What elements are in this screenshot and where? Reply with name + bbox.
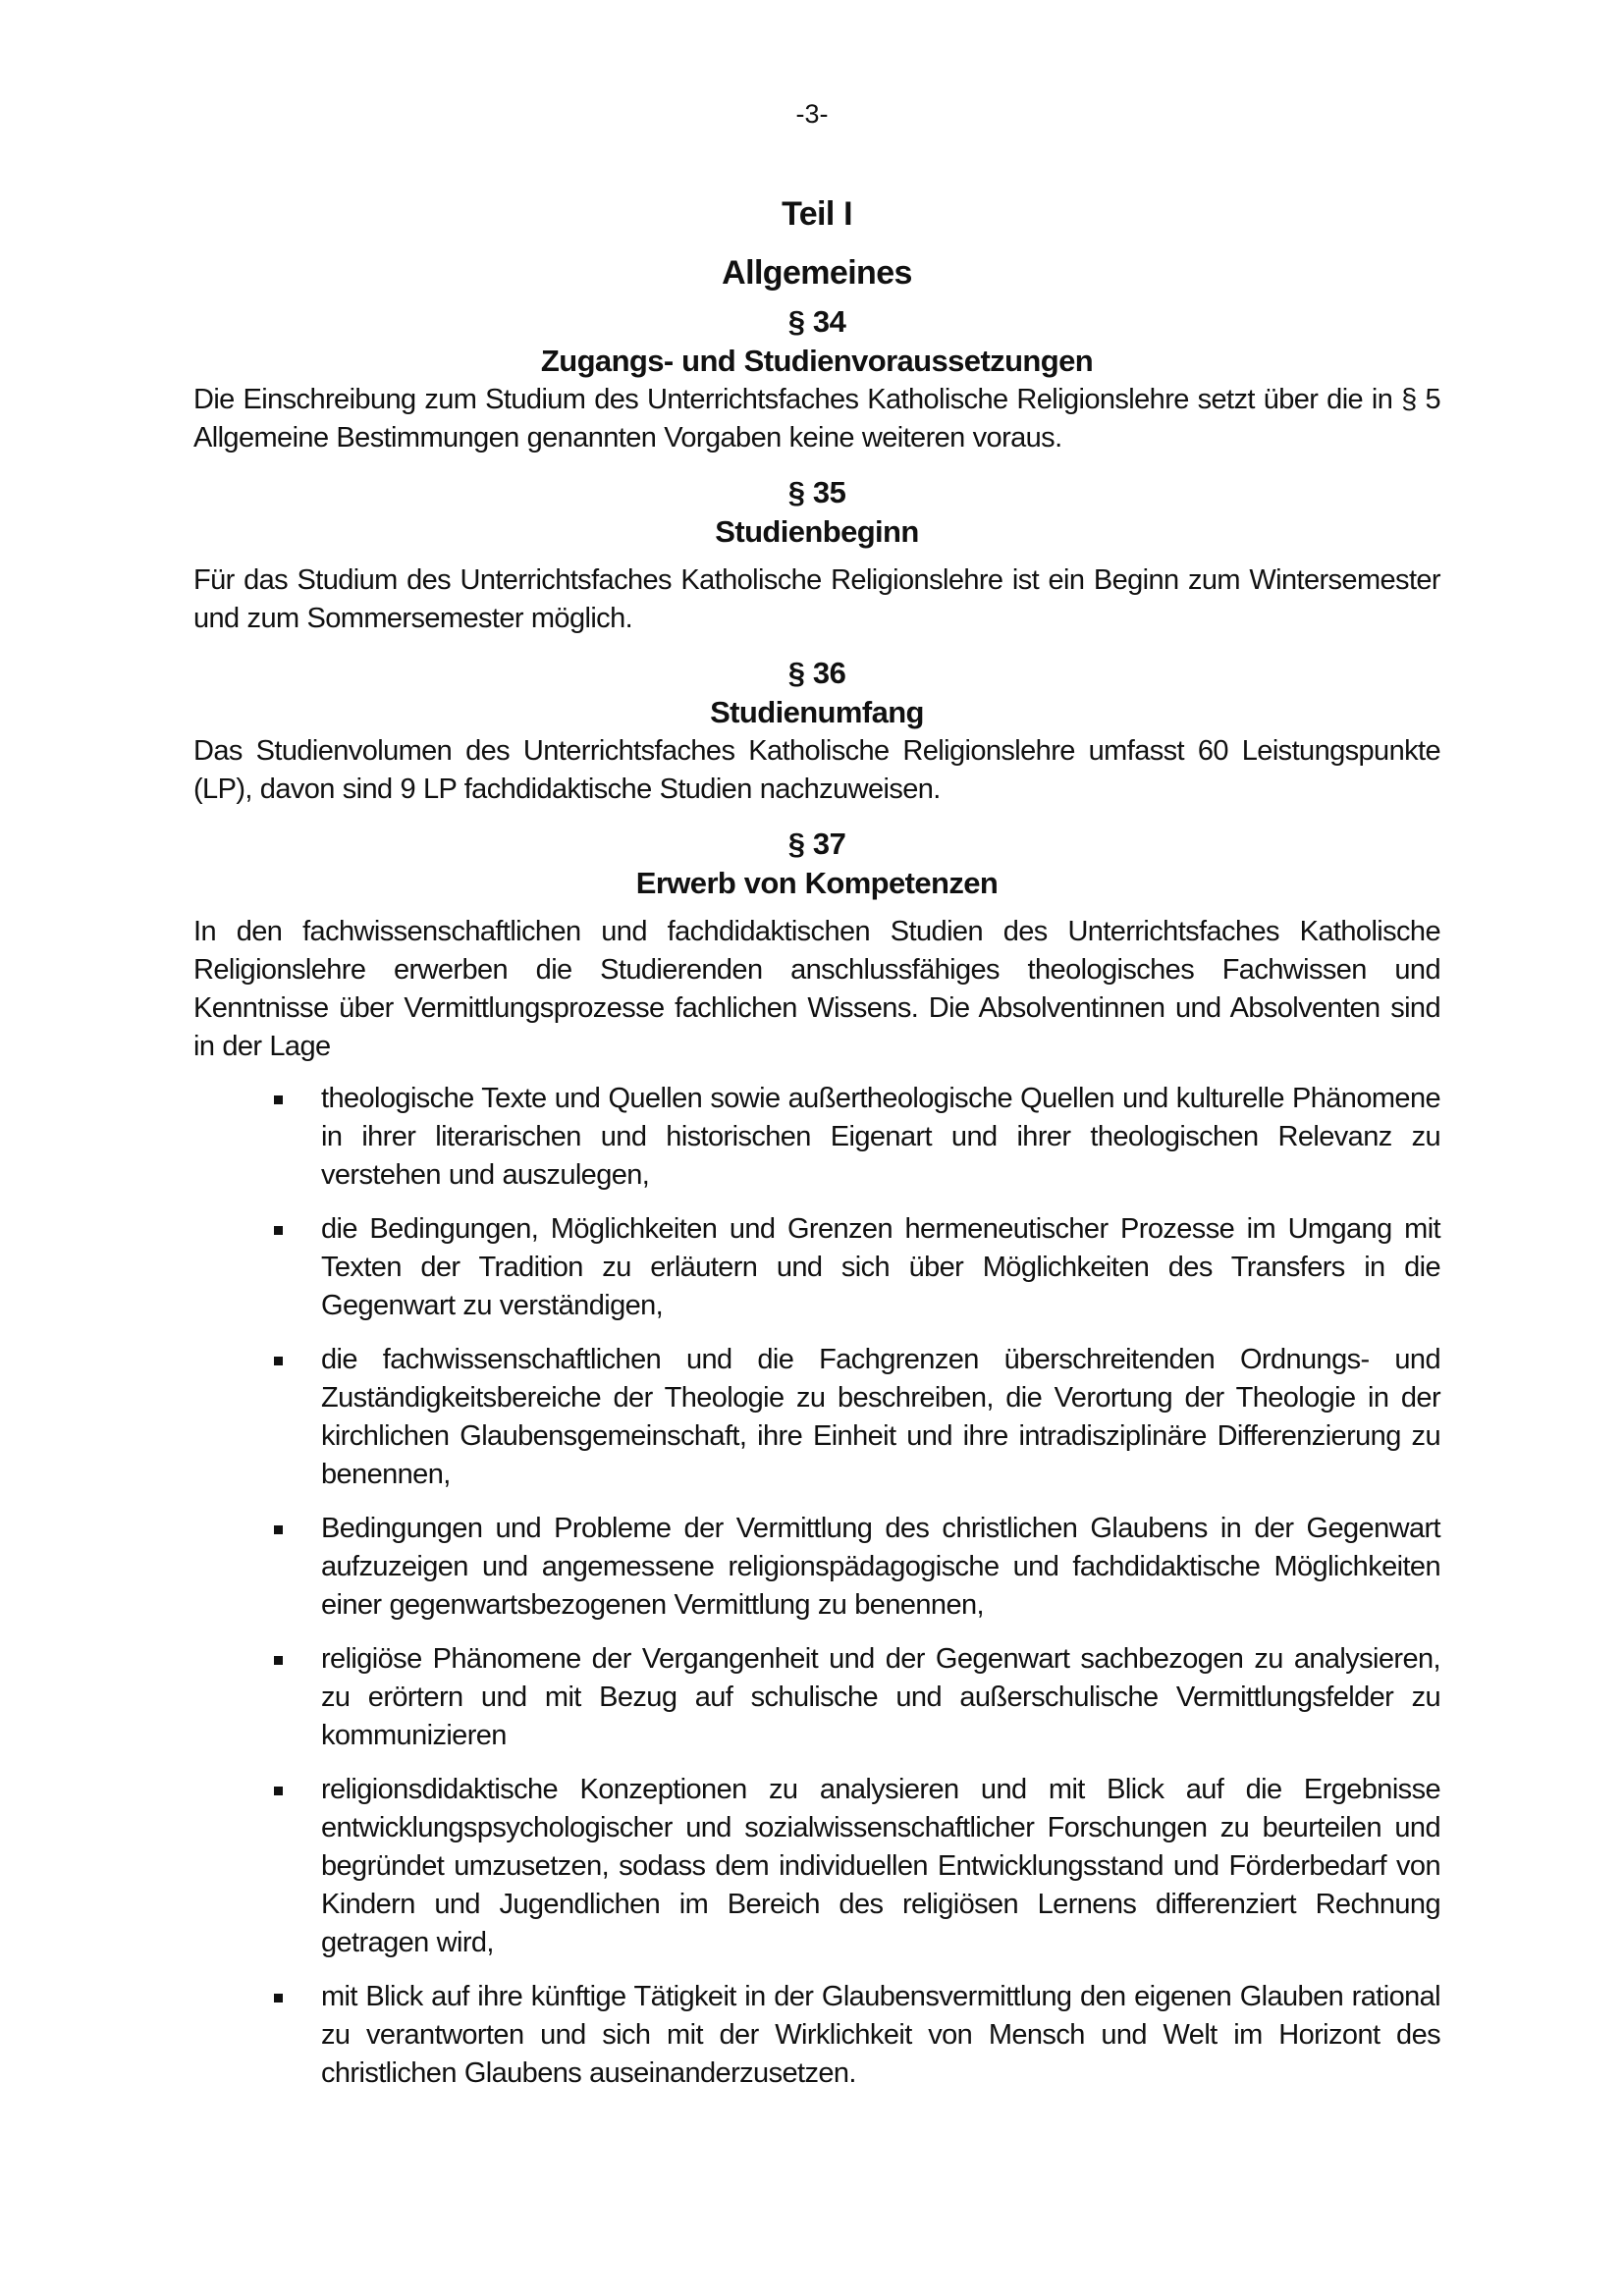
page-number: -3- [795, 99, 829, 129]
competence-list [193, 1080, 1440, 2093]
section-34 [193, 302, 1440, 457]
list-item [321, 1510, 1440, 1625]
list-item-text: Bedingungen und Probleme der Vermittlung des christlichen Glaubens in der Gegenwart aufzuzeigen und angemessene religionspädagogische und fachdidaktische Möglichkeiten einer gegenwartsbezogenen Vermittlung zu benennen, [321, 1513, 1440, 1621]
section-title: Erwerb von Kompetenzen [635, 866, 999, 900]
list-item-text: religiöse Phänomene der Vergangenheit und der Gegenwart sachbezogen zu analysieren, zu erörtern und mit Bezug auf schulische und außerschulische Vermittlungsfelder zu kommunizieren [321, 1643, 1440, 1751]
square-bullet-icon [274, 1994, 283, 2002]
list-item-text: mit Blick auf ihre künftige Tätigkeit in der Glaubensvermittlung den eigenen Glauben rational zu verantworten und sich mit der Wirklichkeit von Mensch und Welt im Horizont des christlichen Glaubens auseinanderzusetzen. [321, 1981, 1440, 2089]
section-number: § 35 [787, 475, 846, 509]
section-text: In den fachwissenschaftlichen und fachdidaktischen Studien des Unterrichtsfaches Katholische Religionslehre erwerben die Studierenden anschlussfähiges theologisches Fachwissen und Kenntnisse über Vermittlungsprozesse fachlichen Wissens. Die Absolventinnen und Absolventen sind in der Lage [193, 916, 1440, 1062]
section-number: § 36 [787, 656, 846, 690]
square-bullet-icon [274, 1787, 283, 1795]
section-title: Zugangs- und Studienvoraussetzungen [540, 344, 1094, 378]
list-item [321, 1771, 1440, 1962]
section-35 [193, 473, 1440, 638]
section-number: § 34 [787, 304, 846, 339]
section-36 [193, 654, 1440, 809]
section-title: Studienbeginn [715, 514, 919, 549]
section-37 [193, 825, 1440, 2093]
list-item-text: die Bedingungen, Möglichkeiten und Grenzen hermeneutischer Prozesse im Umgang mit Texten der Tradition zu erläutern und sich über Möglichkeiten des Transfers in die Gegenwart zu verständigen, [321, 1213, 1440, 1321]
list-item-text: die fachwissenschaftlichen und die Fachgrenzen überschreitenden Ordnungs- und Zuständigkeitsbereiche der Theologie zu beschreiben, die Verortung der Theologie in der kirchlichen Glaubensgemeinschaft, ihre Einheit und ihre intradisziplinäre Differenzierung zu benennen, [321, 1344, 1440, 1490]
square-bullet-icon [274, 1357, 283, 1365]
square-bullet-icon [274, 1095, 283, 1104]
list-item [321, 1210, 1440, 1325]
section-title: Studienumfang [710, 695, 924, 729]
part-subtitle: Allgemeines [722, 254, 912, 292]
list-item [321, 1640, 1440, 1755]
square-bullet-icon [274, 1656, 283, 1665]
list-item-text: religionsdidaktische Konzeptionen zu analysieren und mit Blick auf die Ergebnisse entwicklungspsychologischer und sozialwissenschaftlicher Forschungen zu beurteilen und begründet umzusetzen, sodass dem individuellen Entwicklungsstand und Förderbedarf von Kindern und Jugendlichen im Bereich des religiösen Lernens differenziert Rechnung getragen wird, [321, 1774, 1440, 1958]
square-bullet-icon [274, 1226, 283, 1235]
list-item [321, 1080, 1440, 1195]
section-number: § 37 [787, 827, 846, 861]
square-bullet-icon [274, 1525, 283, 1534]
page-content [193, 192, 1440, 2109]
section-text: Für das Studium des Unterrichtsfaches Katholische Religionslehre ist ein Beginn zum Wintersemester und zum Sommersemester möglich. [193, 564, 1440, 634]
list-item [321, 1341, 1440, 1494]
list-item-text: theologische Texte und Quellen sowie außertheologische Quellen und kulturelle Phänomene in ihrer literarischen und historischen Eigenart und ihrer theologischen Relevanz zu verstehen und auszulegen, [321, 1083, 1440, 1191]
section-text: Das Studienvolumen des Unterrichtsfaches Katholische Religionslehre umfasst 60 Leistungspunkte (LP), davon sind 9 LP fachdidaktische Studien nachzuweisen. [193, 735, 1440, 805]
section-text: Die Einschreibung zum Studium des Unterrichtsfaches Katholische Religionslehre setzt über die in § 5 Allgemeine Bestimmungen genannten Vorgaben keine weiteren voraus. [193, 384, 1440, 454]
part-title: Teil I [782, 195, 852, 233]
list-item [321, 1978, 1440, 2093]
